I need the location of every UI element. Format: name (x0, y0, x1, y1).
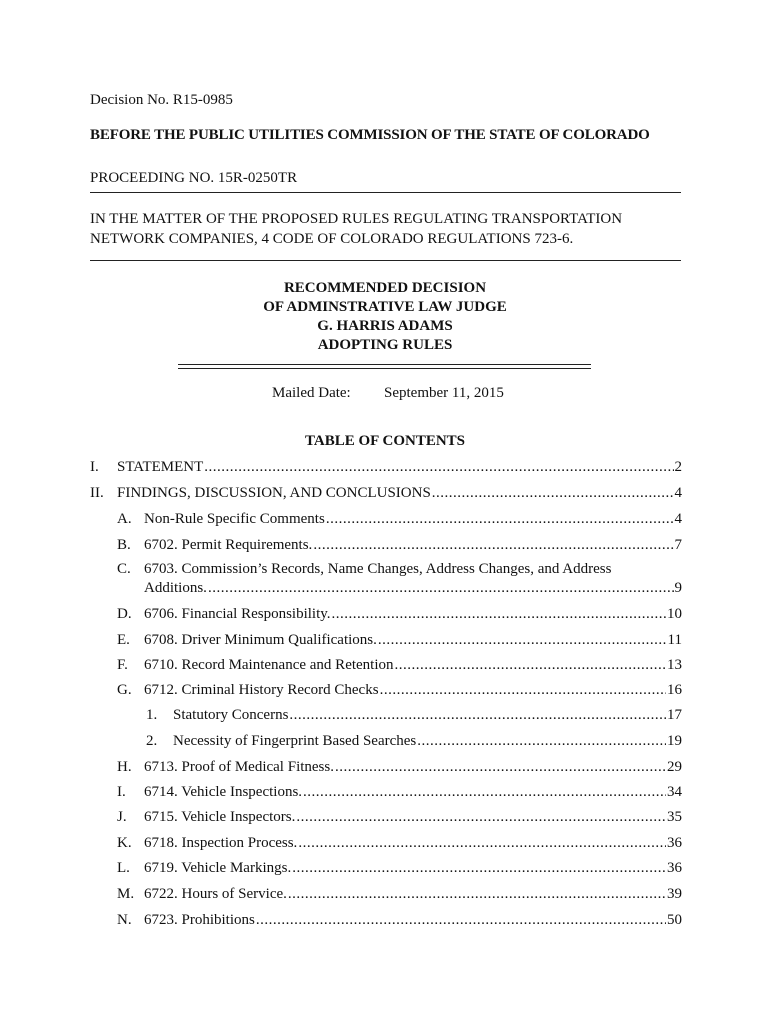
toc-entry-label: 6723. Prohibitions (144, 912, 255, 928)
decision-title (185, 279, 585, 355)
toc-entry[interactable] (117, 783, 682, 801)
toc-entry-number: K. (117, 835, 132, 851)
toc-leader (378, 631, 667, 649)
matter-line-2: NETWORK COMPANIES, 4 CODE OF COLORADO REGULATIONS 723-6. (90, 231, 574, 247)
toc-entry-number: 1. (146, 707, 158, 723)
toc-leader (256, 911, 666, 929)
toc-leader (432, 484, 674, 502)
toc-entry-page: 36 (667, 860, 682, 876)
toc-leader (298, 834, 666, 852)
toc-leader (289, 706, 666, 724)
toc-entry-label-continued: Additions. (144, 580, 207, 596)
toc-entry-page: 19 (667, 733, 682, 749)
toc-entry[interactable] (90, 484, 682, 502)
toc-leader (335, 758, 666, 776)
toc-leader (303, 783, 666, 801)
toc-leader (292, 859, 666, 877)
toc-leader (296, 808, 666, 826)
toc-entry-number: D. (117, 606, 132, 622)
toc-entry-page: 7 (674, 537, 682, 553)
toc-entry[interactable] (117, 808, 682, 826)
toc-entry[interactable] (117, 536, 682, 554)
toc-entry-label: FINDINGS, DISCUSSION, AND CONCLUSIONS (117, 485, 431, 501)
toc-entry[interactable] (117, 859, 682, 877)
toc-entry-label: 6719. Vehicle Markings. (144, 860, 292, 876)
mailed-date-value: September 11, 2015 (384, 385, 504, 401)
toc-entry[interactable] (117, 911, 682, 929)
toc-leader (204, 458, 673, 476)
decision-number: Decision No. R15-0985 (90, 92, 233, 108)
toc-entry[interactable] (146, 706, 682, 724)
toc-entry-number: B. (117, 537, 131, 553)
toc-entry-number: I. (90, 459, 99, 475)
toc-entry[interactable] (117, 834, 682, 852)
toc-entry[interactable] (117, 681, 682, 699)
toc-entry-page: 13 (667, 657, 682, 673)
decision-title-line-4: ADOPTING RULES (317, 337, 453, 353)
toc-entry-label: 6702. Permit Requirements. (144, 537, 313, 553)
toc-entry-page: 2 (674, 459, 682, 475)
toc-entry-label: 6710. Record Maintenance and Retention (144, 657, 394, 673)
header-rule-top (90, 192, 681, 193)
toc-entry-number: F. (117, 657, 128, 673)
toc-entry[interactable] (117, 510, 682, 528)
toc-leader (208, 579, 674, 597)
decision-title-line-3: G. HARRIS ADAMS (317, 318, 453, 334)
toc-entry-number: J. (117, 809, 127, 825)
toc-leader (380, 681, 666, 699)
toc-leader (326, 510, 674, 528)
toc-entry-page: 16 (667, 682, 682, 698)
toc-entry[interactable] (146, 732, 682, 750)
header-rule-bottom (90, 260, 681, 261)
toc-entry-page: 39 (667, 886, 682, 902)
toc-entry-number: I. (117, 784, 126, 800)
proceeding-number: PROCEEDING NO. 15R-0250TR (90, 170, 298, 186)
toc-entry-label: 6713. Proof of Medical Fitness. (144, 759, 334, 775)
toc-entry[interactable] (117, 631, 682, 649)
decision-title-line-2: OF ADMINSTRATIVE LAW JUDGE (263, 299, 507, 315)
toc-entry-number: H. (117, 759, 132, 775)
toc-entry[interactable] (117, 656, 682, 674)
toc-entry-number: G. (117, 682, 132, 698)
matter-line-1: IN THE MATTER OF THE PROPOSED RULES REGULATING TRANSPORTATION (90, 211, 623, 227)
toc-heading: TABLE OF CONTENTS (304, 433, 466, 449)
toc-entry[interactable] (117, 885, 682, 903)
toc-entry-page: 9 (674, 580, 682, 596)
toc-entry-multiline[interactable] (117, 560, 611, 578)
toc-entry-label: 6708. Driver Minimum Qualifications. (144, 632, 377, 648)
toc-entry-number: II. (90, 485, 104, 501)
toc-leader (313, 536, 673, 554)
toc-entry-number: N. (117, 912, 132, 928)
toc-entry-label: 6706. Financial Responsibility. (144, 606, 331, 622)
toc-entry-page: 50 (667, 912, 682, 928)
toc-entry-page: 4 (674, 485, 682, 501)
toc-entry-page: 34 (667, 784, 682, 800)
toc-entry-label: 6722. Hours of Service. (144, 886, 287, 902)
toc-entry-number: C. (117, 561, 131, 577)
toc-entry-label: Non-Rule Specific Comments (144, 511, 325, 527)
toc-entry-page: 10 (667, 606, 682, 622)
commission-heading: BEFORE THE PUBLIC UTILITIES COMMISSION OF THE STATE OF COLORADO (90, 127, 650, 143)
decision-title-line-1: RECOMMENDED DECISION (283, 280, 487, 296)
toc-entry-number: L. (117, 860, 130, 876)
toc-entry[interactable] (117, 605, 682, 623)
toc-entry-number: 2. (146, 733, 158, 749)
title-double-rule (178, 364, 591, 369)
toc-entry-label: 6718. Inspection Process. (144, 835, 298, 851)
toc-entry-number: E. (117, 632, 130, 648)
toc-entry-continuation[interactable] (144, 579, 682, 597)
toc-leader (417, 732, 666, 750)
toc-entry-label: 6712. Criminal History Record Checks (144, 682, 379, 698)
toc-entry-label: Statutory Concerns (173, 707, 289, 723)
toc-entry-label: 6703. Commission’s Records, Name Changes, Address Changes, and Address (144, 561, 612, 577)
toc-entry-label: 6715. Vehicle Inspectors. (144, 809, 296, 825)
toc-entry-page: 4 (674, 511, 682, 527)
toc-entry-label: STATEMENT (117, 459, 204, 475)
toc-entry-page: 17 (667, 707, 682, 723)
toc-leader (288, 885, 666, 903)
toc-leader (332, 605, 666, 623)
toc-entry-label: 6714. Vehicle Inspections. (144, 784, 303, 800)
toc-entry-page: 36 (667, 835, 682, 851)
toc-entry[interactable] (90, 458, 682, 476)
toc-entry-page: 35 (667, 809, 682, 825)
toc-entry-number: M. (117, 886, 135, 902)
toc-leader (395, 656, 666, 674)
toc-entry-page: 29 (667, 759, 682, 775)
toc-entry-label: Necessity of Fingerprint Based Searches (173, 733, 417, 749)
mailed-date-label: Mailed Date: (272, 385, 351, 401)
toc-entry-number: A. (117, 511, 132, 527)
toc-entry-page: 11 (667, 632, 682, 648)
toc-entry[interactable] (117, 758, 682, 776)
